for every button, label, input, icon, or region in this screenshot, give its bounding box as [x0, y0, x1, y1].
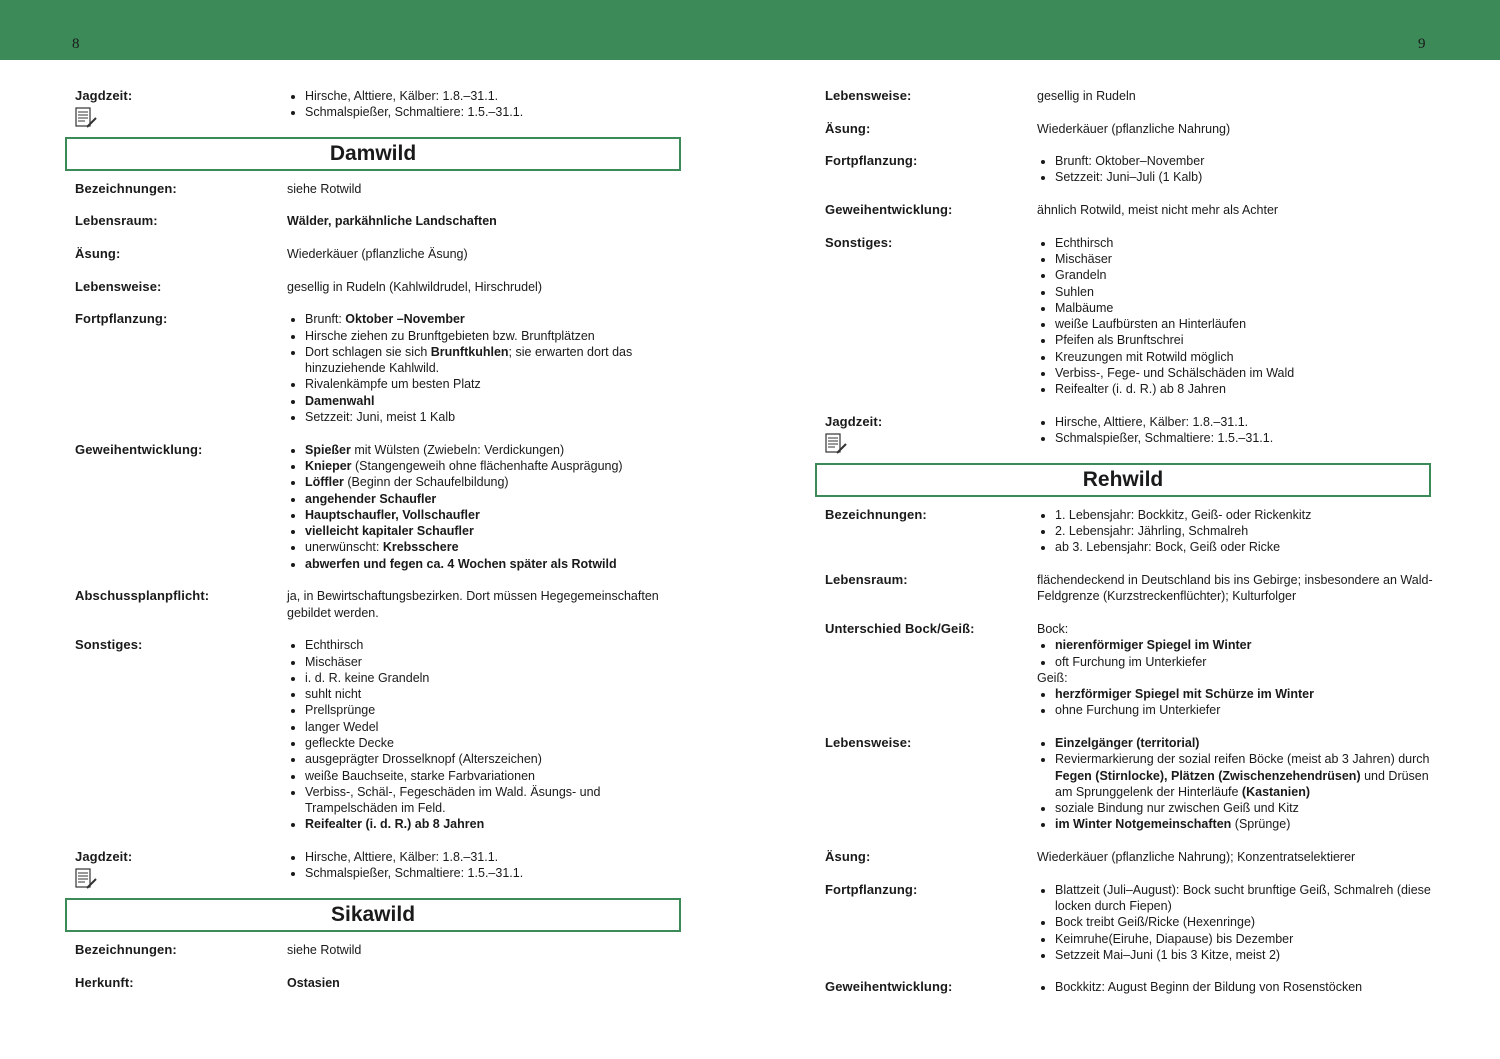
row-label: Geweihentwicklung:: [825, 202, 953, 218]
fortpflanzung-row: [825, 882, 1435, 963]
geweihentwicklung-row: [825, 202, 1435, 218]
list-item: • weiße Bauchseite, starke Farbvariationen: [305, 768, 685, 784]
list-item: • unerwünscht: Krebsschere: [305, 539, 685, 555]
list-item: • weiße Laufbürsten an Hinterläufen: [1055, 316, 1435, 332]
list-item: • ohne Furchung im Unterkiefer: [1055, 702, 1435, 718]
list-item: • Bockkitz: August Beginn der Bildung von Rosenstöcken: [1055, 979, 1435, 995]
page-number-right: 9: [1418, 36, 1426, 52]
list-item: • Setzzeit: Juni, meist 1 Kalb: [305, 409, 685, 425]
list-item: • Einzelgänger (territorial): [1055, 735, 1435, 751]
row-label: Geweihentwicklung:: [825, 979, 953, 995]
herkunft-row: [75, 975, 685, 991]
list-item: • Verbiss-, Fege- und Schälschäden im Wald: [1055, 365, 1435, 381]
row-value: Ostasien: [287, 975, 340, 990]
list-item: • 2. Lebensjahr: Jährling, Schmalreh: [1055, 523, 1435, 539]
list-item: • langer Wedel: [305, 719, 685, 735]
list-item: • Hirsche, Alttiere, Kälber: 1.8.–31.1.: [1055, 414, 1435, 430]
row-label: Sonstiges:: [75, 637, 143, 653]
row-label: Äsung:: [825, 120, 871, 136]
list-item: • Verbiss-, Schäl-, Fegeschäden im Wald. Äsungs- und Trampelschäden im Feld.: [305, 784, 685, 817]
row-value: Wiederkäuer (pflanzliche Nahrung): [1037, 121, 1231, 136]
list-item: • Pfeifen als Brunftschrei: [1055, 332, 1435, 348]
lebensweise-row: [825, 735, 1435, 833]
list-item: • 1. Lebensjahr: Bockkitz, Geiß- oder Rickenkitz: [1055, 507, 1435, 523]
document-icon: [825, 433, 847, 455]
list-item: • gefleckte Decke: [305, 735, 685, 751]
list-item: • herzförmiger Spiegel mit Schürze im Winter: [1055, 686, 1435, 702]
list-item: • nierenförmiger Spiegel im Winter: [1055, 637, 1435, 653]
list-item: • i. d. R. keine Grandeln: [305, 670, 685, 686]
unterschied-row: [825, 621, 1435, 719]
row-value: Wiederkäuer (pflanzliche Äsung): [287, 247, 468, 262]
list-item: • Schmalspießer, Schmaltiere: 1.5.–31.1.: [305, 865, 685, 881]
jagdzeit-row: [75, 849, 685, 882]
fortpflanzung-row: [75, 311, 685, 425]
list-item: • Damenwahl: [305, 393, 685, 409]
list-item: • Mischäser: [305, 654, 685, 670]
row-label: Abschussplanpflicht:: [75, 588, 210, 604]
aesung-row: [825, 121, 1435, 137]
sonstiges-row: [75, 637, 685, 833]
list-item: • ab 3. Lebensjahr: Bock, Geiß oder Ricke: [1055, 539, 1435, 555]
list-item: • oft Furchung im Unterkiefer: [1055, 654, 1435, 670]
list-item: • suhlt nicht: [305, 686, 685, 702]
list-item: • angehender Schaufler: [305, 491, 685, 507]
row-label: Herkunft:: [75, 974, 134, 990]
list-item: • vielleicht kapitaler Schaufler: [305, 523, 685, 539]
list-item: • Malbäume: [1055, 300, 1435, 316]
lebensraum-row: [825, 572, 1435, 605]
aesung-row: [75, 246, 685, 262]
list-item: • soziale Bindung nur zwischen Geiß und Kitz: [1055, 800, 1435, 816]
list-item: • Löffler (Beginn der Schaufelbildung): [305, 474, 685, 490]
row-label: Bezeichnungen:: [825, 506, 927, 522]
row-label: Äsung:: [75, 246, 121, 262]
abschussplanpflicht-row: [75, 588, 685, 621]
bezeichnungen-row: [75, 181, 685, 197]
list-item: • Setzzeit Mai–Juni (1 bis 3 Kitze, meist 2): [1055, 947, 1435, 963]
list-item: • Hirsche, Alttiere, Kälber: 1.8.–31.1.: [305, 849, 685, 865]
list-item: • Brunft: Oktober –November: [305, 311, 685, 327]
row-label: Bezeichnungen:: [75, 180, 177, 196]
list-item: • Hirsche, Alttiere, Kälber: 1.8.–31.1.: [305, 88, 685, 104]
row-value: gesellig in Rudeln (Kahlwildrudel, Hirschrudel): [287, 279, 542, 294]
row-label: Sonstiges:: [825, 234, 893, 250]
list-item: • ausgeprägter Drosselknopf (Alterszeichen): [305, 751, 685, 767]
section-title-damwild: Damwild: [65, 137, 681, 171]
row-label: Fortpflanzung:: [825, 153, 918, 169]
list-item: • Kreuzungen mit Rotwild möglich: [1055, 349, 1435, 365]
list-item: • abwerfen und fegen ca. 4 Wochen später als Rotwild: [305, 556, 685, 572]
list-item: • Echthirsch: [305, 637, 685, 653]
right-page: [825, 88, 1435, 1012]
list-item: • Setzzeit: Juni–Juli (1 Kalb): [1055, 169, 1435, 185]
row-value: flächendeckend in Deutschland bis ins Gebirge; insbesondere an Wald-Feldgrenze (Kurzstreckenflüchter); Kulturfolger: [1037, 573, 1433, 604]
list-item: • Blattzeit (Juli–August): Bock sucht brunftige Geiß, Schmalreh (diese locken durch Fiepen): [1055, 882, 1435, 915]
section-title-rehwild: Rehwild: [815, 463, 1431, 497]
list-item: • Brunft: Oktober–November: [1055, 153, 1435, 169]
row-value: siehe Rotwild: [287, 181, 362, 196]
section-title-sikawild: Sikawild: [65, 898, 681, 932]
bezeichnungen-row: [825, 507, 1435, 556]
row-label: Lebensweise:: [825, 734, 912, 750]
row-label: Unterschied Bock/Geiß:: [825, 620, 975, 636]
page-number-left: 8: [72, 36, 80, 52]
list-item: • Prellsprünge: [305, 702, 685, 718]
row-label: Fortpflanzung:: [75, 311, 168, 327]
row-label: Lebensweise:: [825, 88, 912, 103]
row-label: Lebensweise:: [75, 278, 162, 294]
list-item: • Reifealter (i. d. R.) ab 8 Jahren: [305, 816, 685, 832]
list-item: • Rivalenkämpfe um besten Platz: [305, 376, 685, 392]
row-label: Bezeichnungen:: [75, 941, 177, 957]
list-item: • Spießer mit Wülsten (Zwiebeln: Verdickungen): [305, 442, 685, 458]
row-label: Fortpflanzung:: [825, 881, 918, 897]
geweihentwicklung-row: [825, 979, 1435, 995]
list-item: • Schmalspießer, Schmaltiere: 1.5.–31.1.: [305, 104, 685, 120]
row-label: Äsung:: [825, 849, 871, 865]
row-label: Jagdzeit:: [75, 849, 133, 865]
list-item: • Suhlen: [1055, 284, 1435, 300]
row-label: Lebensraum:: [825, 572, 908, 588]
row-value: ähnlich Rotwild, meist nicht mehr als Achter: [1037, 203, 1279, 218]
list-item: • Echthirsch: [1055, 235, 1435, 251]
row-label: Lebensraum:: [75, 213, 158, 229]
fortpflanzung-row: [825, 153, 1435, 186]
lebensraum-row: [75, 213, 685, 229]
document-icon: [75, 868, 97, 890]
list-item: • Hauptschaufler, Vollschaufler: [305, 507, 685, 523]
bock-label: Bock:: [1037, 621, 1069, 636]
row-value: Wälder, parkähnliche Landschaften: [287, 214, 497, 229]
row-value: Wiederkäuer (pflanzliche Nahrung); Konzentratselektierer: [1037, 850, 1356, 865]
list-item: • Keimruhe(Eiruhe, Diapause) bis Dezember: [1055, 931, 1435, 947]
list-item: • Hirsche ziehen zu Brunftgebieten bzw. Brunftplätzen: [305, 328, 685, 344]
lebensweise-row: [825, 88, 1435, 104]
list-item: • Dort schlagen sie sich Brunftkuhlen; sie erwarten dort das hinzuziehende Kahlwild.: [305, 344, 685, 377]
list-item: • Knieper (Stangengeweih ohne flächenhafte Ausprägung): [305, 458, 685, 474]
list-item: • im Winter Notgemeinschaften (Sprünge): [1055, 816, 1435, 832]
list-item: • Grandeln: [1055, 267, 1435, 283]
aesung-row: [825, 849, 1435, 865]
geiss-label: Geiß:: [1037, 670, 1068, 685]
row-value: gesellig in Rudeln: [1037, 89, 1136, 103]
row-value: siehe Rotwild: [287, 942, 362, 957]
left-page: [75, 88, 685, 1007]
list-item: • Reifealter (i. d. R.) ab 8 Jahren: [1055, 381, 1435, 397]
list-item: • Reviermarkierung der sozial reifen Böcke (meist ab 3 Jahren) durch Fegen (Stirnlocke), Plätzen (Zwischenzehendrüsen) und Drüsen am Sprunggelenk der Hinterläufe (Kastanien): [1055, 751, 1435, 800]
list-item: • Bock treibt Geiß/Ricke (Hexenringe): [1055, 914, 1435, 930]
lebensweise-row: [75, 279, 685, 295]
row-label: Jagdzeit:: [825, 413, 883, 429]
document-icon: [75, 107, 97, 129]
row-label: Geweihentwicklung:: [75, 441, 203, 457]
sonstiges-row: [825, 235, 1435, 398]
jagdzeit-row: [75, 88, 685, 121]
header-bar: [0, 0, 1500, 60]
row-label: Jagdzeit:: [75, 88, 133, 103]
list-item: • Mischäser: [1055, 251, 1435, 267]
jagdzeit-row: [825, 414, 1435, 447]
geweihentwicklung-row: [75, 442, 685, 572]
bezeichnungen-row: [75, 942, 685, 958]
row-value: ja, in Bewirtschaftungsbezirken. Dort müssen Hegegemeinschaften gebildet werden.: [287, 589, 659, 620]
list-item: • Schmalspießer, Schmaltiere: 1.5.–31.1.: [1055, 430, 1435, 446]
